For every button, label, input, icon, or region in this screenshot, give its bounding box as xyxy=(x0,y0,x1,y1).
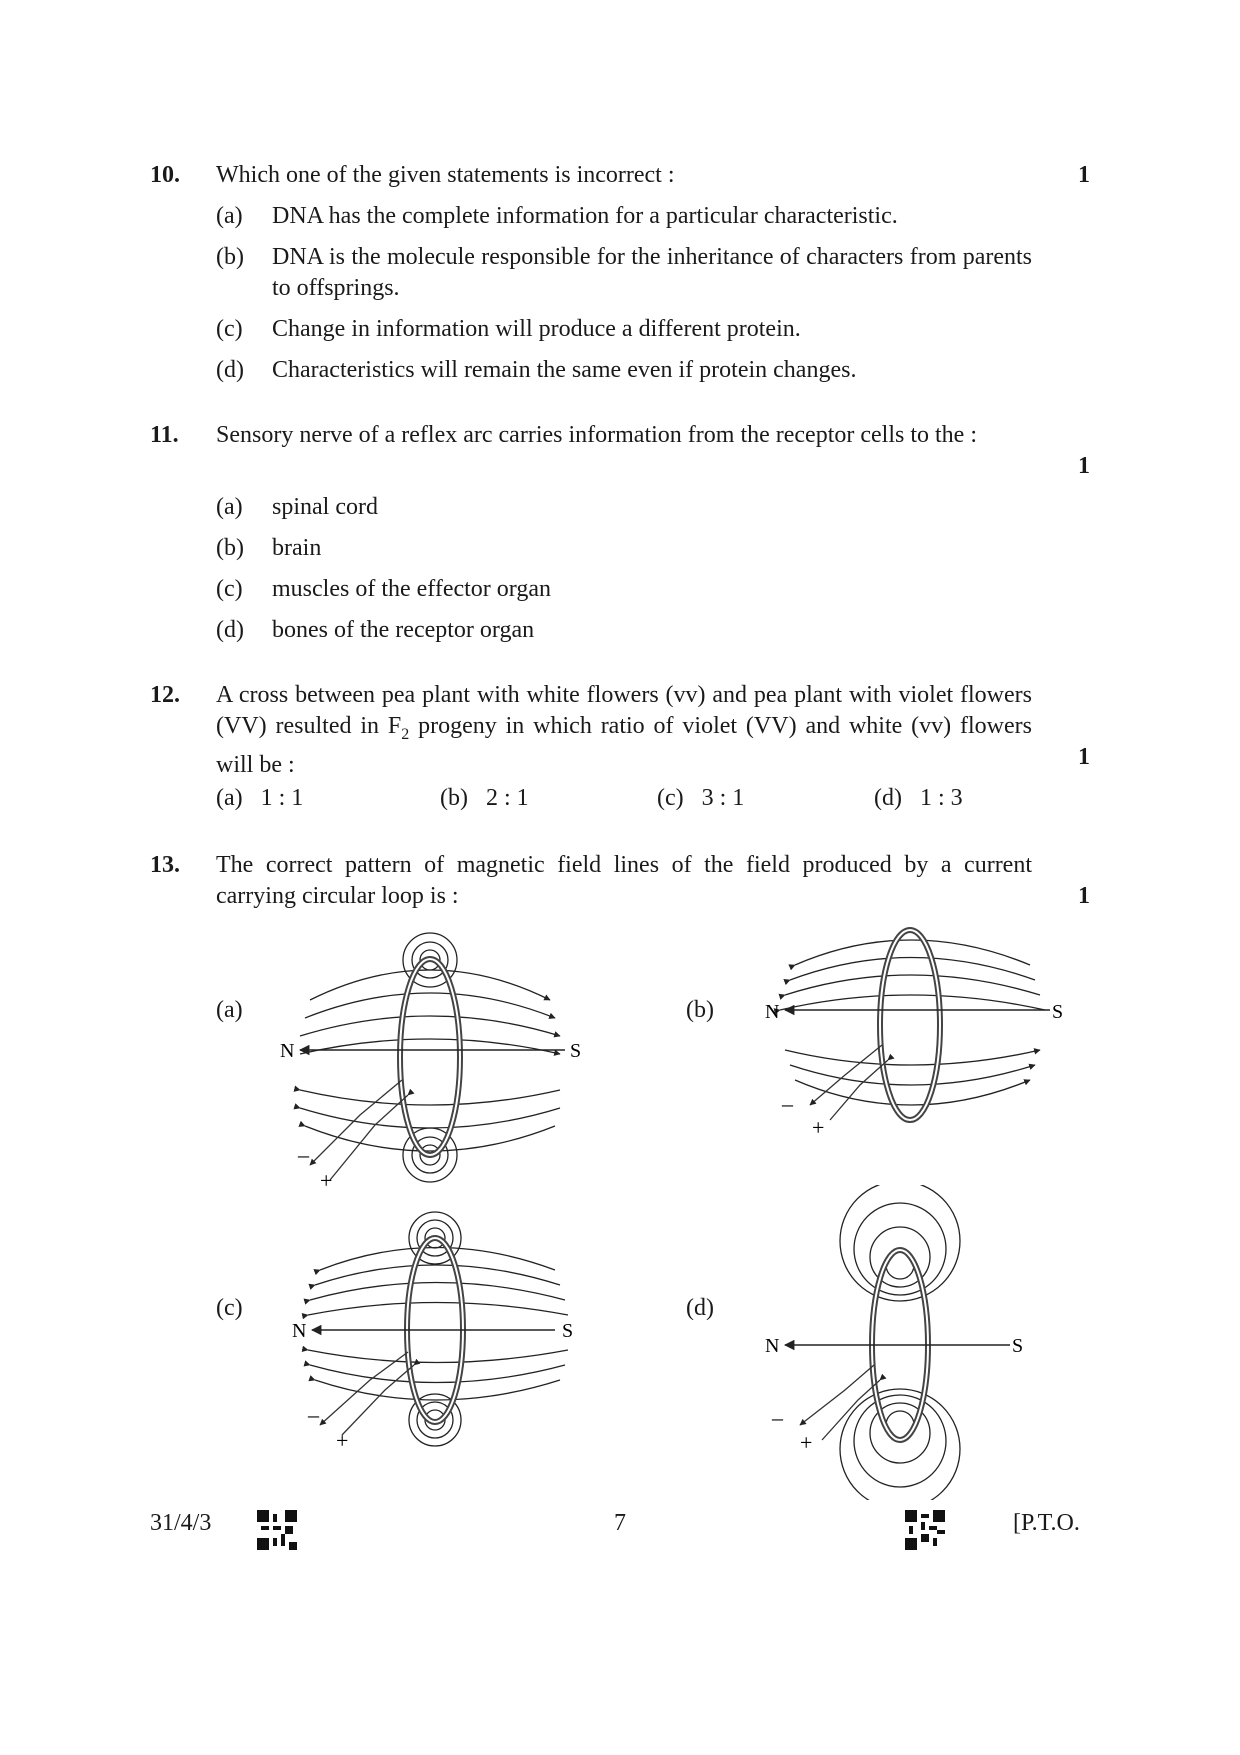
option-text: 1 : 1 xyxy=(260,785,304,811)
south-label: S xyxy=(570,1040,582,1062)
option-label: (d) xyxy=(216,617,244,643)
north-label: N xyxy=(280,1040,295,1062)
question-12 xyxy=(150,680,1090,820)
magnetic-field-figure-b xyxy=(760,925,1080,1145)
option-label: (c) xyxy=(657,785,684,811)
minus-label: – xyxy=(782,1091,793,1116)
magnetic-field-figure-c xyxy=(290,1210,610,1450)
minus-label: – xyxy=(772,1405,783,1430)
option-label: (d) xyxy=(874,785,902,811)
option-label: (a) xyxy=(216,203,243,229)
question-text: Which one of the given statements is incorrect : xyxy=(216,162,675,188)
option-label: (b) xyxy=(216,244,244,270)
option-label: (b) xyxy=(216,535,244,561)
figure-label-a: (a) xyxy=(216,997,243,1023)
paper-code: 31/4/3 xyxy=(150,1510,212,1536)
question-text: The correct pattern of magnetic field lines of the field produced by a current carrying circular loop is : xyxy=(216,852,1032,909)
question-text-part: A cross between pea plant with white flowers (vv) and pea plant with violet flowers (VV) resulted in F xyxy=(216,682,1032,739)
question-text-part: progeny in which ratio of violet (VV) and white (vv) flowers will be : xyxy=(216,713,1032,778)
minus-label: – xyxy=(308,1402,319,1427)
south-label: S xyxy=(1052,1001,1064,1023)
minus-label: – xyxy=(298,1142,309,1167)
magnetic-field-figure-a xyxy=(280,930,610,1190)
option-text: Change in information will produce a different protein. xyxy=(272,316,801,342)
option-label: (b) xyxy=(440,785,468,811)
marks: 1 xyxy=(1078,162,1090,188)
subscript: 2 xyxy=(401,725,410,743)
inline-options xyxy=(216,783,1032,814)
question-number: 12. xyxy=(150,682,180,708)
south-label: S xyxy=(562,1320,574,1342)
question-13 xyxy=(150,850,1090,920)
figure-label-c: (c) xyxy=(216,1295,243,1321)
question-number: 10. xyxy=(150,162,180,188)
magnetic-field-figure-d xyxy=(760,1185,1080,1500)
option-text: spinal cord xyxy=(272,494,378,520)
plus-label: + xyxy=(800,1430,813,1455)
option-text: bones of the receptor organ xyxy=(272,617,535,643)
qr-code-icon xyxy=(905,1510,945,1550)
pto-label: [P.T.O. xyxy=(1013,1510,1080,1536)
option-text: muscles of the effector organ xyxy=(272,576,552,602)
question-number: 13. xyxy=(150,852,180,878)
option-text: 2 : 1 xyxy=(485,785,529,811)
question-11 xyxy=(150,420,1090,650)
marks: 1 xyxy=(1078,744,1090,770)
option-text: DNA is the molecule responsible for the inheritance of characters from parents to offsprings. xyxy=(272,244,1032,301)
option-b xyxy=(440,783,529,814)
plus-label: + xyxy=(336,1428,349,1450)
option-text: 1 : 3 xyxy=(919,785,963,811)
question-number: 11. xyxy=(150,422,179,448)
option-label: (a) xyxy=(216,494,243,520)
south-label: S xyxy=(1012,1335,1024,1357)
figure-label-d: (d) xyxy=(686,1295,714,1321)
question-text xyxy=(216,680,1032,781)
option-d xyxy=(874,783,963,814)
qr-code-icon xyxy=(257,1510,297,1550)
north-label: N xyxy=(765,1335,780,1357)
option-text: Characteristics will remain the same even if protein changes. xyxy=(272,357,857,383)
option-label: (c) xyxy=(216,576,243,602)
plus-label: + xyxy=(812,1115,825,1140)
question-text: Sensory nerve of a reflex arc carries information from the receptor cells to the : xyxy=(216,422,978,448)
option-text: DNA has the complete information for a particular characteristic. xyxy=(272,203,898,229)
figure-label-b: (b) xyxy=(686,997,714,1023)
north-label: N xyxy=(292,1320,307,1342)
option-label: (a) xyxy=(216,785,243,811)
option-a xyxy=(216,783,303,814)
marks: 1 xyxy=(1078,453,1090,479)
plus-label: + xyxy=(320,1168,333,1190)
option-text: brain xyxy=(272,535,322,561)
option-c xyxy=(657,783,744,814)
option-text: 3 : 1 xyxy=(701,785,745,811)
question-10 xyxy=(150,160,1090,390)
option-label: (c) xyxy=(216,316,243,342)
page-number: 7 xyxy=(614,1510,626,1536)
north-label: N xyxy=(765,1001,780,1023)
marks: 1 xyxy=(1078,883,1090,909)
option-label: (d) xyxy=(216,357,244,383)
